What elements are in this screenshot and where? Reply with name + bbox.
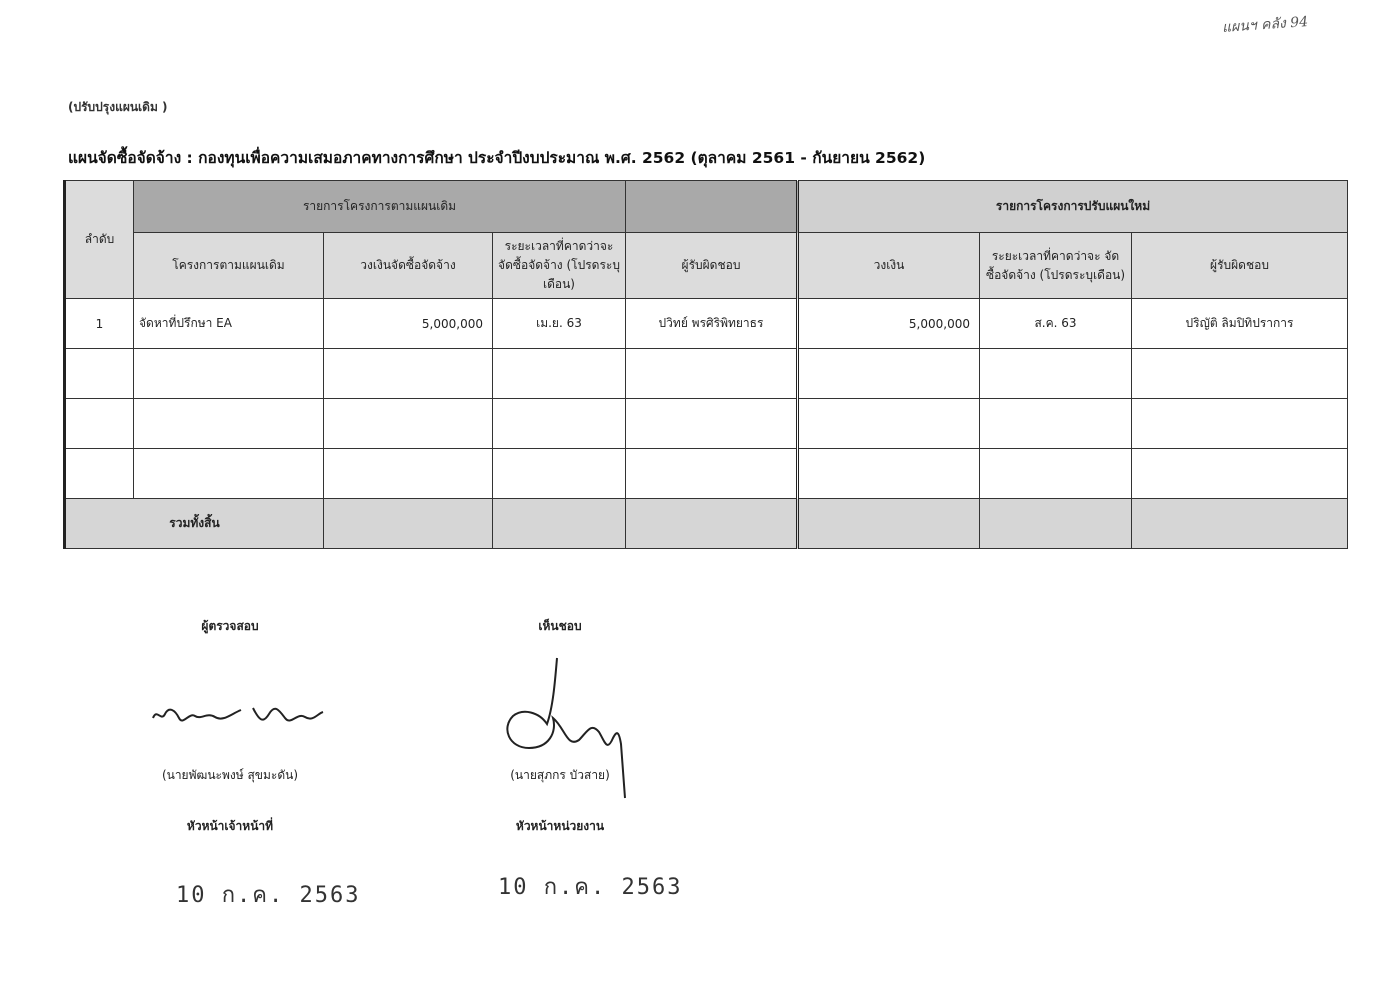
column-header-new-period: ระยะเวลาที่คาดว่าจะ จัดซื้อจัดจ้าง (โปรดระบุเดือน) [980, 233, 1132, 299]
approver-date-stamp: 10 ก.ค. 2563 [498, 875, 683, 900]
group-header-original: รายการโครงการตามแผนเดิม [134, 181, 626, 233]
approver-heading: เห็นชอบ [538, 619, 582, 633]
document-title: แผนจัดซื้อจัดจ้าง : กองทุนเพื่อความเสมอภาคทางการศึกษา ประจำปีงบประมาณ พ.ศ. 2562 (ตุลาคม 2561 - กันยายน 2562) [68, 149, 926, 167]
cell-budget: 5,000,000 [324, 299, 493, 349]
reviewer-position: หัวหน้าเจ้าหน้าที่ [186, 819, 274, 833]
handwritten-note: แผนฯ คลัง 94 [1221, 14, 1309, 36]
column-header-no: ลำดับ [65, 181, 134, 299]
group-header-original-blank [626, 181, 798, 233]
table-row-empty [65, 399, 1348, 449]
column-header-period: ระยะเวลาที่คาดว่าจะ จัดซื้อจัดจ้าง (โปรดระบุเดือน) [493, 233, 626, 299]
column-header-budget: วงเงินจัดซื้อจัดจ้าง [324, 233, 493, 299]
signature-block-reviewer [130, 617, 330, 636]
group-header-new: รายการโครงการปรับแผนใหม่ [798, 181, 1348, 233]
reviewer-heading: ผู้ตรวจสอบ [201, 619, 259, 633]
cell-owner: ปวิทย์ พรศิริพิทยาธร [626, 299, 798, 349]
cell-period: เม.ย. 63 [493, 299, 626, 349]
document-subtitle: (ปรับปรุงแผนเดิม ) [68, 100, 168, 114]
column-header-new-owner: ผู้รับผิดชอบ [1132, 233, 1348, 299]
approver-position: หัวหน้าหน่วยงาน [515, 819, 605, 833]
cell-project: จัดหาที่ปรึกษา EA [134, 299, 324, 349]
reviewer-date-stamp: 10 ก.ค. 2563 [176, 883, 361, 908]
procurement-plan-table [63, 180, 1348, 549]
total-row [65, 499, 1348, 549]
cell-no: 1 [65, 299, 134, 349]
reviewer-signature [145, 690, 345, 740]
approver-name: (นายสุภกร บัวสาย) [510, 768, 610, 782]
signature-block-approver [460, 617, 660, 636]
table-row-empty [65, 449, 1348, 499]
column-header-project: โครงการตามแผนเดิม [134, 233, 324, 299]
column-header-owner: ผู้รับผิดชอบ [626, 233, 798, 299]
table-row-empty [65, 349, 1348, 399]
cell-new-period: ส.ค. 63 [980, 299, 1132, 349]
cell-new-budget: 5,000,000 [798, 299, 980, 349]
table-row [65, 299, 1348, 349]
column-header-new-budget: วงเงิน [798, 233, 980, 299]
total-label: รวมทั้งสิ้น [65, 499, 324, 549]
reviewer-name: (นายพัฒนะพงษ์ สุขมะดัน) [161, 768, 299, 782]
cell-new-owner: ปริญัติ ลิมปิทิปราการ [1132, 299, 1348, 349]
